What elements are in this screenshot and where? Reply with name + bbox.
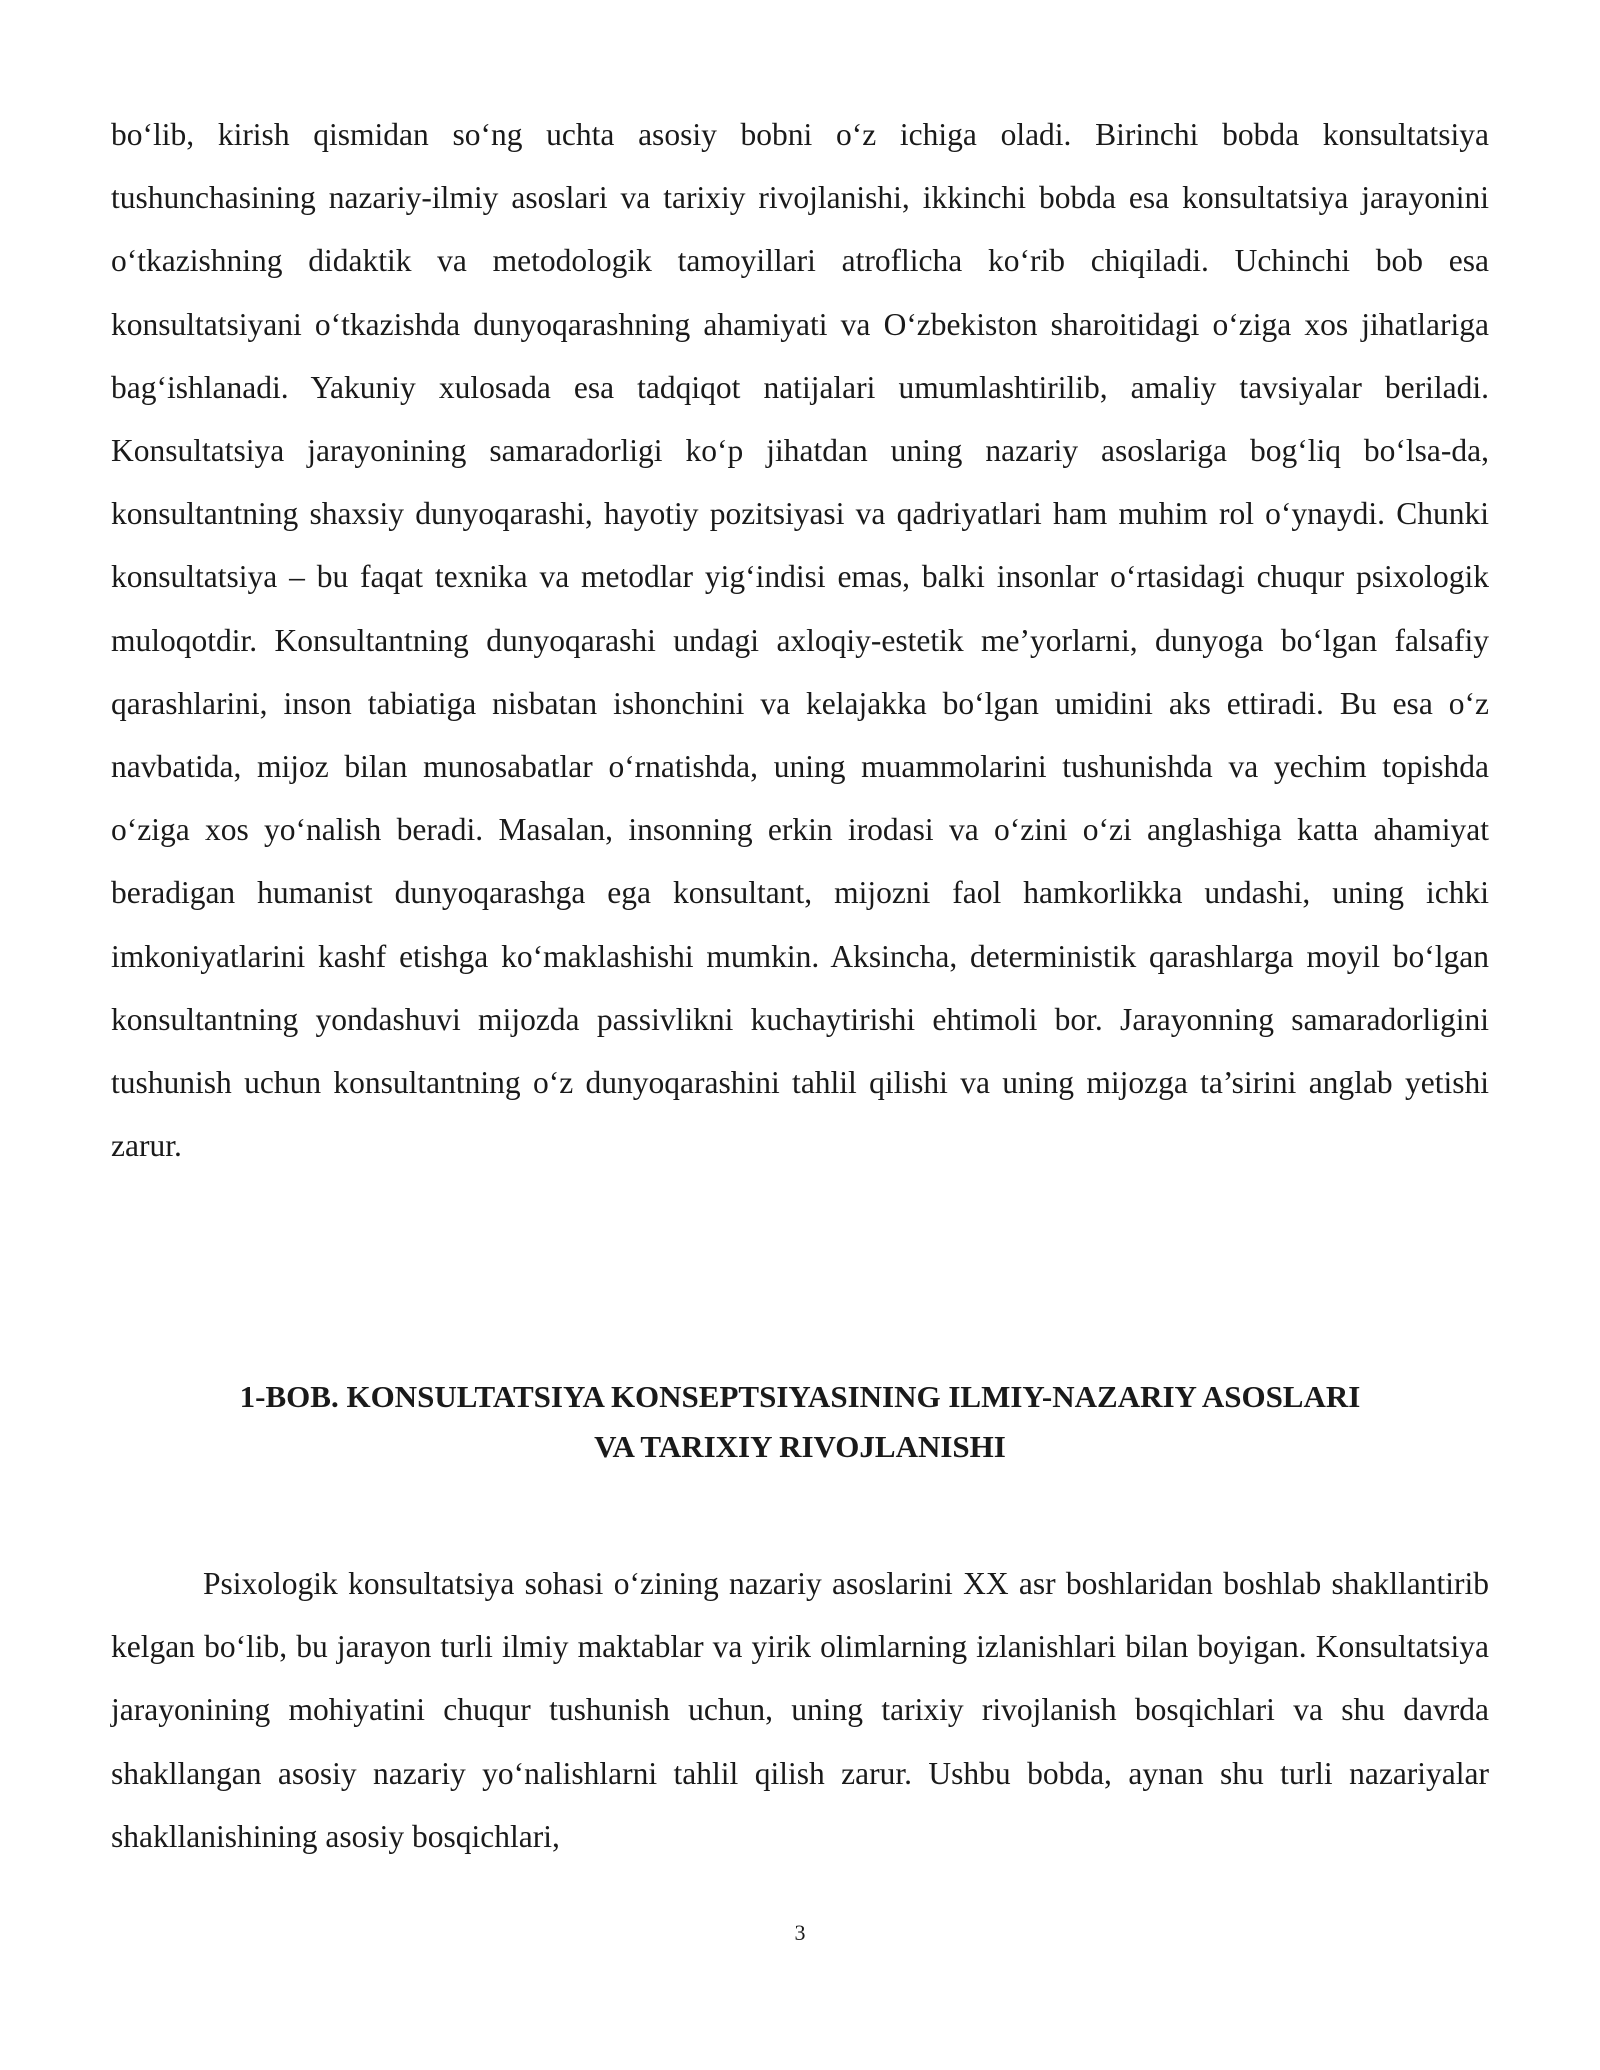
chapter-heading-line-2: VA TARIXIY RIVOJLANISHI (594, 1429, 1006, 1464)
page-number: 3 (794, 1920, 806, 1945)
body-paragraph-chapter-start: Psixologik konsultatsiya sohasi o‘zining nazariy asoslarini XX asr boshlaridan boshlab shakllantirib kelgan bo‘lib, bu jarayon turli ilmiy maktablar va yirik olimlarning izlanishlari bilan boyigan. Konsultatsiya jarayonining mohiyatini chuqur tushunish uchun, uning tarixiy rivojlanish bosqichlari va shu davrda shakllangan asosiy nazariy yo‘nalishlarni tahlil qilish zarur. Ushbu bobda, aynan shu turli nazariyalar shakllanishining asosiy bosqichlari, (111, 1566, 1489, 1854)
chapter-heading-line-1: 1-BOB. KONSULTATSIYA KONSEPTSIYASINING ILMIY-NAZARIY ASOSLARI (239, 1379, 1361, 1414)
body-paragraph-intro: bo‘lib, kirish qismidan so‘ng uchta asosiy bobni o‘z ichiga oladi. Birinchi bobda konsultatsiya tushunchasining nazariy-ilmiy asoslari va tarixiy rivojlanishi, ikkinchi bobda esa konsultatsiya jarayonini o‘tkazishning didaktik va metodologik tamoyillari atroflicha ko‘rib chiqiladi. Uchinchi bob esa konsultatsiyani o‘tkazishda dunyoqarashning ahamiyati va O‘zbekiston sharoitidagi o‘ziga xos jihatlariga bag‘ishlanadi. Yakuniy xulosada esa tadqiqot natijalari umumlashtirilib, amaliy tavsiyalar beriladi. Konsultatsiya jarayonining samaradorligi ko‘p jihatdan uning nazariy asoslariga bog‘liq bo‘lsa-da, konsultantning shaxsiy dunyoqarashi, hayotiy pozitsiyasi va qadriyatlari ham muhim rol o‘ynaydi. Chunki konsultatsiya – bu faqat texnika va metodlar yig‘indisi emas, balki insonlar o‘rtasidagi chuqur psixologik muloqotdir. Konsultantning dunyoqarashi undagi axloqiy-estetik me’yorlarni, dunyoga bo‘lgan falsafiy qarashlarini, inson tabiatiga nisbatan ishonchini va kelajakka bo‘lgan umidini aks ettiradi. Bu esa o‘z navbatida, mijoz bilan munosabatlar o‘rnatishda, uning muammolarini tushunishda va yechim topishda o‘ziga xos yo‘nalish beradi. Masalan, insonning erkin irodasi va o‘zini o‘zi anglashiga katta ahamiyat beradigan humanist dunyoqarashga ega konsultant, mijozni faol hamkorlikka undashi, uning ichki imkoniyatlarini kashf etishga ko‘maklashishi mumkin. Aksincha, deterministik qarashlarga moyil bo‘lgan konsultantning yondashuvi mijozda passivlikni kuchaytirishi ehtimoli bor. Jarayonning samaradorligini tushunish uchun konsultantning o‘z dunyoqarashini tahlil qilishi va uning mijozga ta’sirini anglab yetishi zarur. (111, 117, 1489, 1164)
chapter-heading (111, 1372, 1489, 1472)
